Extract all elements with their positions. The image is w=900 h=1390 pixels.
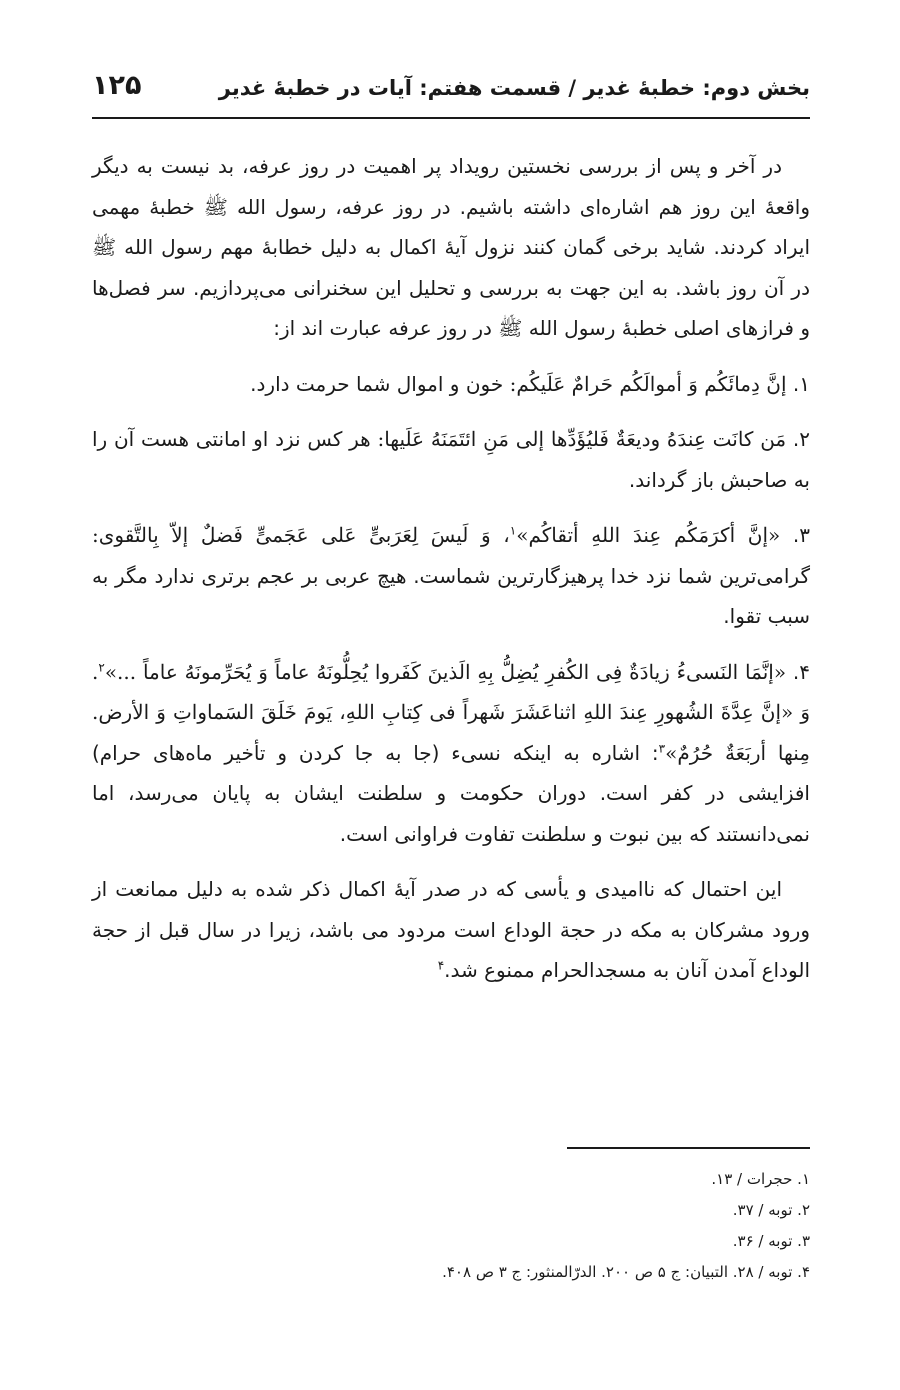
arabic-quote: إنَّ دِمائَکُم وَ أموالَکُم حَرامٌ عَلَیکُم: [509,371,787,396]
arabic-quote: «إنَّ أکرَمَکُم عِندَ اللهِ أتقاکُم» [516,523,781,547]
list-item-number: ۳. [792,523,810,547]
footnote-rule [567,1147,810,1149]
footnote-4: ۴. توبه / ۲۸. التبیان: ج ۵ ص ۲۰۰. الدرّالمنثور: ج ۳ ص ۴۰۸. [442,1263,810,1281]
list-item-number: ۴. [792,659,811,684]
arabic-quote-continued: ، وَ لَیسَ لِعَرَبیٍّ عَلی عَجَمیٍّ فَضلٌ إلاّ بِالتَّقوی: [92,523,510,547]
list-item-4 [92,652,810,855]
arabic-quote: مَن کانَت عِندَهُ ودیعَةٌ فَلیُؤَدِّها إلی مَنِ ائتَمَنَهُ عَلَیها: [377,427,787,451]
page-number: ۱۲۵ [92,70,142,101]
footnote-2: ۲. توبه / ۳۷. [732,1201,810,1219]
translation-text: گرامی‌ترین شما نزد خدا پرهیزگارترین شماست. هیچ عربی بر عجم برتری ندارد مگر به سبب تقوا. [92,563,810,628]
running-head-title: بخش دوم: خطبۀ غدیر / قسمت هفتم: آیات در خطبۀ غدیر [218,76,810,100]
footnote-ref[interactable]: ۱ [509,523,517,538]
running-head [92,70,810,110]
footnote-3: ۳. توبه / ۳۶. [732,1232,810,1250]
footnote-1: ۱. حجرات / ۱۳. [711,1170,810,1188]
header-rule [92,117,810,119]
closing-text: این احتمال که ناامیدی و یأسی که در صدر آیۀ اکمال ذکر شده به دلیل ممانعت از ورود مشرکان به مکه در حجة الوداع است مردود می باشد، زیرا در سال قبل از حجة الوداع آمدن آنان به مسجدالحرام ممنوع شد. [92,877,810,982]
list-item-3 [92,515,810,637]
footnotes [92,1164,810,1288]
translation-text: : اشاره به اینکه نسیء (جا به جا کردن و تأخیر ماه‌های حرام) افزایشی در کفر است. دوران حکومت و سلطنت ایشان به پایان می‌رسد، اما نمی‌دانستند که بین نبوت و سلطنت تفاوت فراوانی است. [92,740,810,846]
intro-paragraph: در آخر و پس از بررسی نخستین رویداد پر اهمیت در روز عرفه، بد نیست به دیگر واقعۀ این روز هم اشاره‌ای داشته باشیم. در روز عرفه، رسول الله ﷺ خطبۀ مهمی ایراد کردند. شاید برخی گمان کنند نزول آیۀ اکمال به دلیل خطابۀ مهم رسول الله ﷺ در آن روز باشد. به این جهت به بررسی و تحلیل این سخنرانی می‌پردازیم. سر فصل‌ها و فرازهای اصلی خطبۀ رسول الله ﷺ در روز عرفه عبارت اند از: [92,154,810,340]
footnote-ref[interactable]: ۳ [658,740,666,755]
list-item-number: ۲. [792,427,810,451]
translation-text: هر کس نزد او امانتی هست آن را به صاحبش باز گرداند. [92,427,810,492]
body-text [92,146,810,1006]
list-item-1 [92,364,810,405]
footnote-ref[interactable]: ۴ [437,958,445,973]
closing-paragraph [92,869,810,991]
footnote-ref[interactable]: ۲ [98,659,105,674]
list-item-2 [92,419,810,500]
arabic-quote-continued: . وَ «إنَّ عِدَّةَ الشُهورِ عِندَ اللهِ اثناعَشَرَ شَهراً فی کِتابِ اللهِ، یَومَ خَلَقَ السَماواتِ وَ الأرض. مِنها أربَعَةٌ حُرُمٌ» [92,659,810,765]
translation-text: خون و اموال شما حرمت دارد. [250,371,504,396]
arabic-quote: «إنَّمَا النَسیءُ زیادَةٌ فِی الکُفرِ یُضِلُّ بِهِ الَذینَ کَفَروا یُحِلُّونَهُ عاماً وَ یُحَرِّمونَهُ عاماً ...» [104,659,787,684]
list-item-number: ۱. [792,371,810,396]
